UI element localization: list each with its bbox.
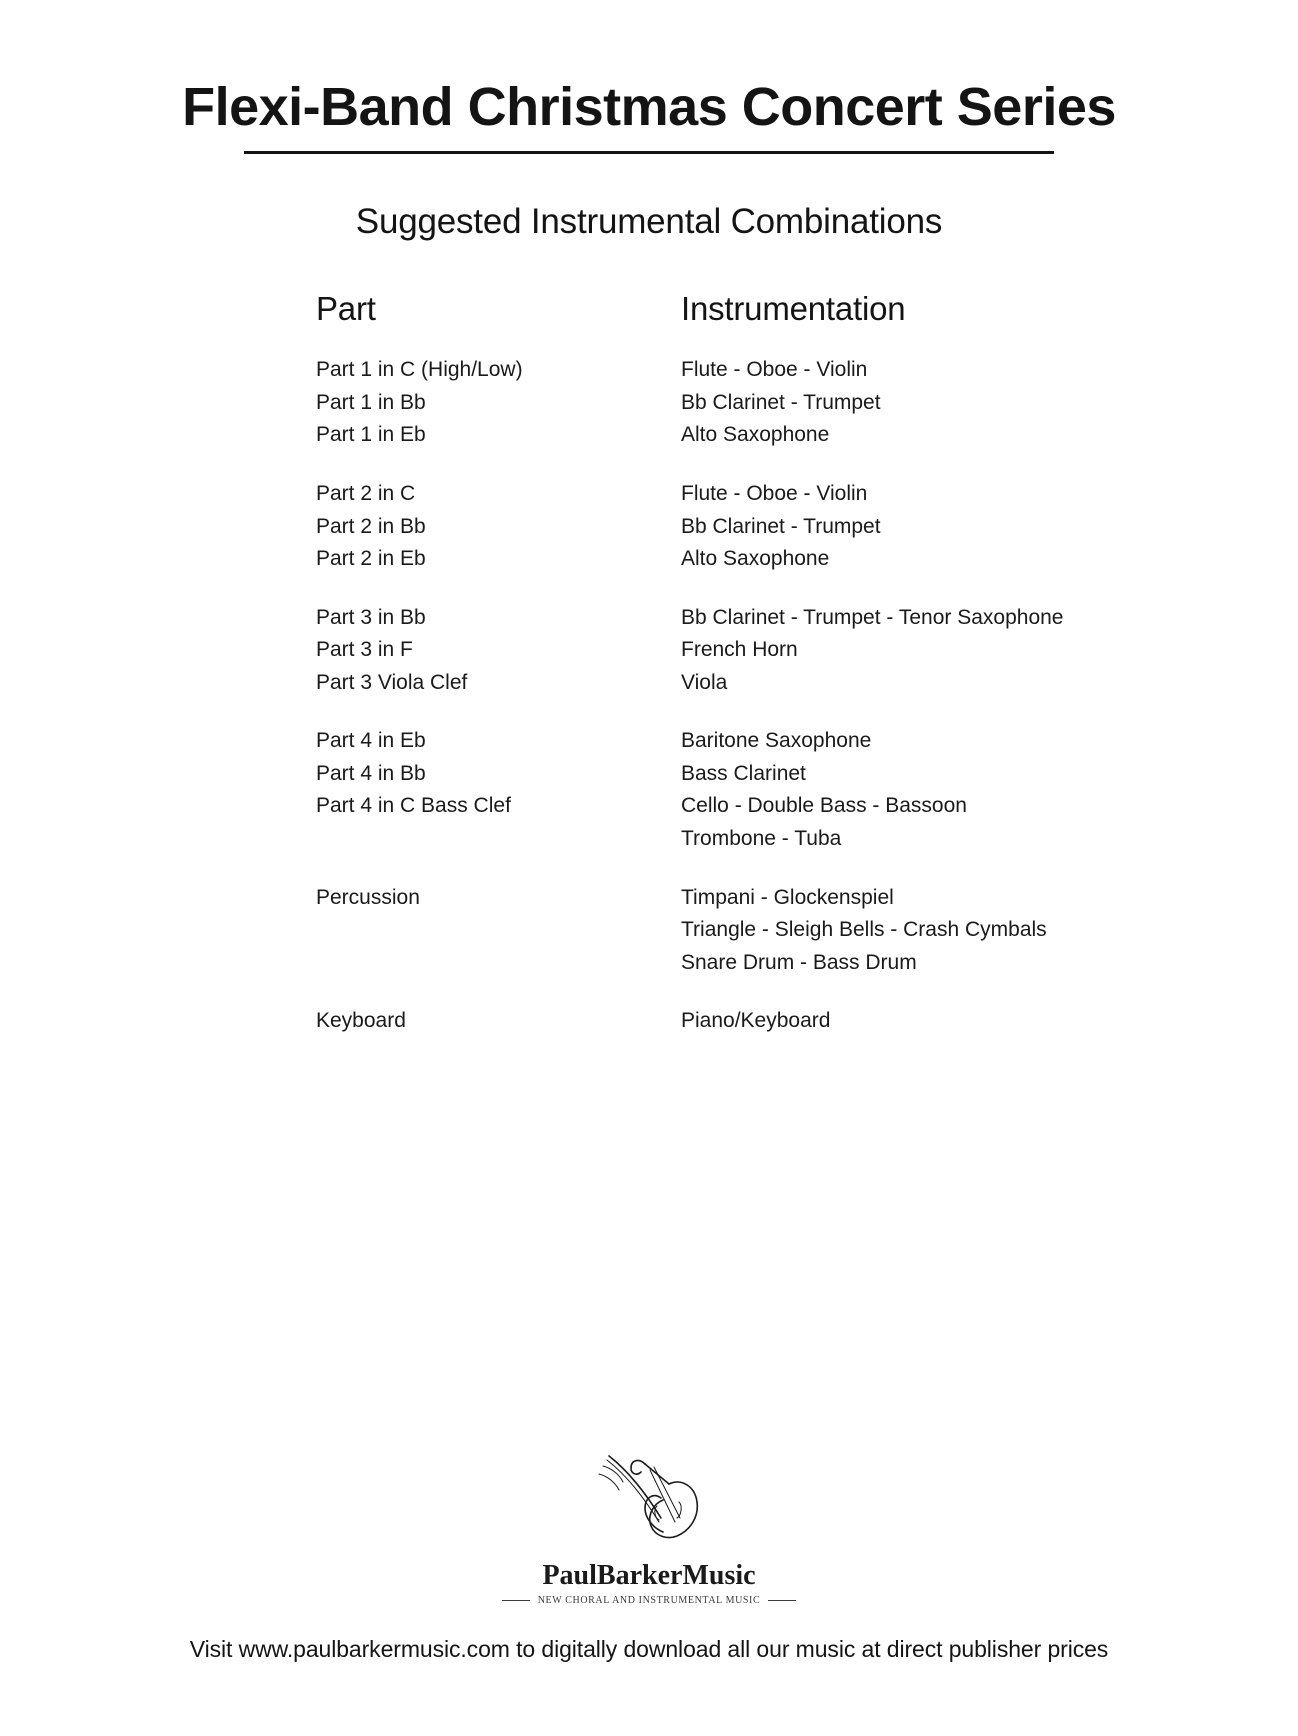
cell-instrumentation: Triangle - Sleigh Bells - Crash Cymbals [681,918,1047,942]
cell-part: Part 1 in Eb [316,423,426,447]
page-title: Flexi-Band Christmas Concert Series [182,77,1116,137]
table-group-part-2 [316,478,1298,576]
cell-part: Percussion [316,885,420,909]
cell-instrumentation: Bb Clarinet - Trumpet [681,514,881,538]
table-row [316,543,1298,576]
cell-instrumentation: Trombone - Tuba [681,826,842,850]
table-row [316,882,1298,915]
table-row [316,602,1298,635]
table-group-part-1 [316,354,1298,452]
cell-part: Keyboard [316,1009,406,1033]
table-group-part-4 [316,725,1298,855]
logo-wordmark: PaulBarkerMusic [542,1560,756,1591]
table-row [316,419,1298,452]
cell-instrumentation: Bb Clarinet - Trumpet - Tenor Saxophone [681,605,1064,629]
logo-dash-left [502,1600,530,1601]
column-header-instrumentation: Instrumentation [681,290,906,328]
table-group-keyboard [316,1005,1298,1038]
combinations-table [0,290,1298,1037]
cell-instrumentation: Viola [681,670,728,694]
table-row [316,667,1298,700]
cell-part: Part 4 in C Bass Clef [316,794,511,818]
cell-part: Part 1 in C (High/Low) [316,358,523,382]
cell-instrumentation: Timpani - Glockenspiel [681,885,894,909]
cell-instrumentation: Alto Saxophone [681,423,830,447]
cell-part: Part 3 in Bb [316,605,426,629]
table-row [316,634,1298,667]
table-row [316,511,1298,544]
cell-instrumentation: Piano/Keyboard [681,1009,831,1033]
table-group-percussion [316,882,1298,980]
logo-tagline: NEW CHORAL AND INSTRUMENTAL MUSIC [537,1595,761,1606]
table-row [316,725,1298,758]
violin-icon [549,1448,749,1558]
cell-part: Part 3 in F [316,638,413,662]
cell-instrumentation: Bb Clarinet - Trumpet [681,390,881,414]
logo-dash-right [768,1600,796,1601]
table-row [316,387,1298,420]
table-row [316,1005,1298,1038]
cell-part: Part 2 in Eb [316,547,426,571]
cell-instrumentation: French Horn [681,638,798,662]
table-header-row [316,290,1298,328]
table-row [316,478,1298,511]
table-row [316,914,1298,947]
table-row [316,947,1298,980]
cell-instrumentation: Bass Clarinet [681,761,806,785]
footer-text: Visit www.paulbarkermusic.com to digitally download all our music at direct publisher prices [189,1636,1109,1662]
table-group-part-3 [316,602,1298,700]
cell-part: Part 3 Viola Clef [316,670,468,694]
cell-instrumentation: Cello - Double Bass - Bassoon [681,794,967,818]
cell-part: Part 1 in Bb [316,390,426,414]
publisher-logo [0,1448,1298,1606]
cell-part: Part 4 in Eb [316,729,426,753]
cell-part: Part 4 in Bb [316,761,426,785]
table-row [316,790,1298,823]
cell-instrumentation: Alto Saxophone [681,547,830,571]
cell-instrumentation: Flute - Oboe - Violin [681,482,868,506]
cell-instrumentation: Baritone Saxophone [681,729,872,753]
cell-part: Part 2 in Bb [316,514,426,538]
table-row [316,823,1298,856]
cell-instrumentation: Flute - Oboe - Violin [681,358,868,382]
cell-instrumentation: Snare Drum - Bass Drum [681,950,917,974]
cell-part: Part 2 in C [316,482,416,506]
table-row [316,354,1298,387]
logo-tagline-row [0,1595,1298,1606]
table-row [316,758,1298,791]
page-subtitle: Suggested Instrumental Combinations [355,202,943,242]
column-header-part: Part [316,290,376,328]
